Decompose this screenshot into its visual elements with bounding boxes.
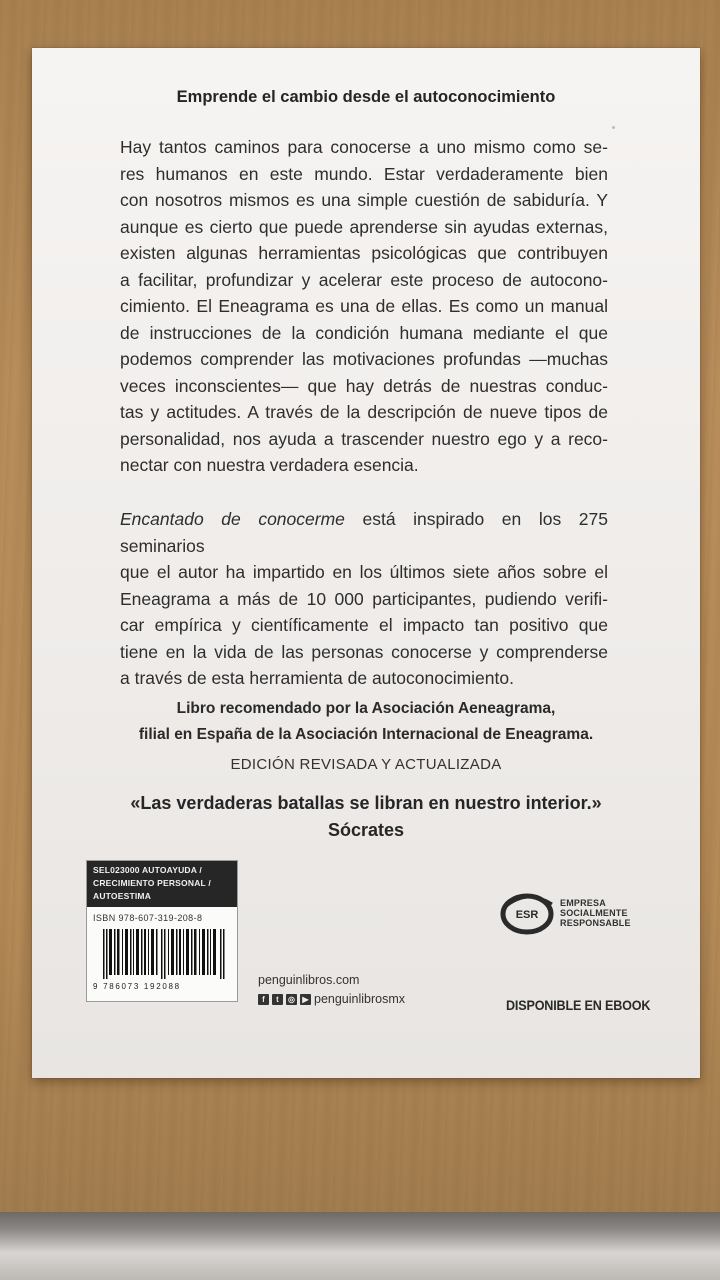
esr-logo-icon (498, 890, 556, 938)
paragraph-line-first (120, 506, 608, 559)
book-back-cover (32, 48, 700, 1078)
book-title-italic: Encantado de conocerme (120, 509, 345, 529)
paragraph-line: a través de esta herramienta de autoconocimiento. (120, 668, 514, 688)
instagram-icon[interactable]: ◎ (286, 994, 297, 1005)
quote-author: Sócrates (327, 820, 405, 840)
facebook-icon[interactable]: f (258, 994, 269, 1005)
paragraph-line: con nosotros mismos es una simple cuestión de sabiduría. Y (120, 190, 608, 210)
social-handle[interactable]: penguinlibrosmx (314, 992, 406, 1006)
twitter-icon[interactable]: t (272, 994, 283, 1005)
paragraph-line: que el autor ha impartido en los últimos siete años sobre el (120, 562, 608, 582)
esr-text (560, 898, 631, 928)
synopsis-paragraph-1 (120, 134, 608, 479)
publisher-website[interactable]: penguinlibros.com (258, 973, 360, 987)
recommendation-line: Libro recomendado por la Asociación Aeneagrama, (176, 700, 556, 717)
category-line: CRECIMIENTO PERSONAL / (93, 878, 211, 888)
paragraph-line: personalidad, nos ayuda a trascender nuestro ego y a reco- (120, 428, 608, 449)
paragraph-line: res humanos en este mundo. Estar verdaderamente bien (120, 163, 608, 184)
social-row (258, 992, 405, 1006)
recommendation-note (32, 696, 700, 748)
paragraph-line-rest: está inspirado en los 275 seminarios (120, 509, 608, 556)
synopsis-paragraph-2 (120, 506, 608, 692)
paragraph-line: a facilitar, profundizar y acelerar este proceso de autocono- (120, 269, 608, 290)
category-line: SEL023000 AUTOAYUDA / (93, 865, 202, 875)
esr-line: EMPRESA (560, 898, 606, 908)
esr-mark-text: ESR (515, 909, 539, 921)
paragraph-line: veces inconscientes— que hay detrás de nuestras conduc- (120, 375, 608, 396)
barcode-icon (103, 929, 227, 979)
paragraph-line: tas y actitudes. A través de la descripción de nueve tipos de (120, 402, 608, 422)
esr-badge (498, 890, 668, 938)
paragraph-line: tiene en la vida de las personas conocerse y comprenderse (120, 641, 608, 662)
quote-text: «Las verdaderas batallas se libran en nuestro interior.» (130, 793, 602, 813)
paragraph-line: car empírica y científicamente el impacto tan positivo que (120, 615, 608, 635)
back-cover-heading: Emprende el cambio desde el autoconocimiento (176, 88, 556, 106)
paragraph-line: aunque es cierto que puede aprenderse sin ayudas externas, (120, 216, 608, 237)
paragraph-line: existen algunas herramientas psicológicas que contribuyen (120, 243, 608, 263)
ebook-availability: DISPONIBLE EN EBOOK (506, 997, 651, 1013)
paper-speck (612, 126, 615, 129)
paragraph-line: Hay tantos caminos para conocerse a uno mismo como se- (120, 137, 608, 157)
youtube-icon[interactable]: ▶ (300, 994, 311, 1005)
category-block (87, 861, 237, 907)
paragraph-line: nectar con nuestra verdadera esencia. (120, 455, 419, 475)
barcode-label (86, 860, 238, 1002)
paragraph-line: Eneagrama a más de 10 000 participantes, pudiendo verifi- (120, 588, 608, 609)
esr-line: SOCIALMENTE (560, 908, 628, 918)
category-line: AUTOESTIMA (93, 891, 152, 901)
quote-block (32, 790, 700, 844)
esr-line: RESPONSABLE (560, 918, 631, 928)
floor-strip (0, 1212, 720, 1280)
paragraph-line: cimiento. El Eneagrama es una de ellas. Es como un manual (120, 296, 608, 316)
recommendation-line: filial en España de la Asociación Internacional de Eneagrama. (138, 726, 594, 743)
isbn-text: ISBN 978-607-319-208-8 (93, 913, 203, 923)
paragraph-line: de instrucciones de la condición humana mediante el que (120, 322, 608, 343)
paragraph-line: podemos comprender las motivaciones profundas —muchas (120, 349, 608, 369)
edition-label: EDICIÓN REVISADA Y ACTUALIZADA (230, 756, 502, 773)
barcode-digits: 9 786073 192088 (93, 982, 181, 991)
